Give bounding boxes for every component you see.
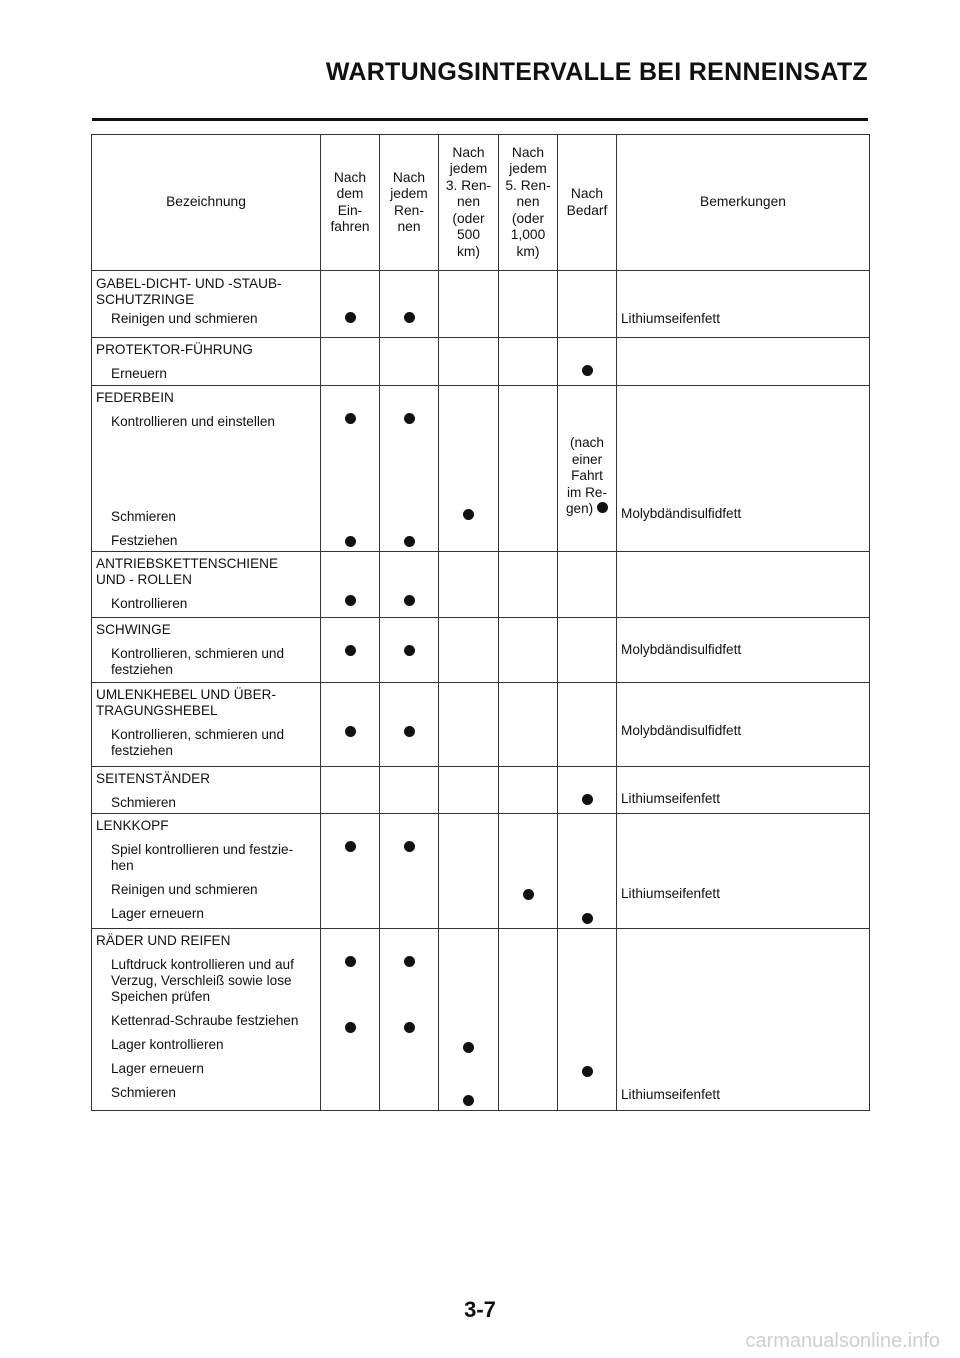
cell-text: festziehen: [111, 743, 173, 758]
cell-text: einer: [571, 451, 603, 467]
table-cell: [617, 552, 870, 618]
table-cell: [92, 552, 321, 618]
table-cell: [380, 618, 439, 683]
table-cell: [321, 683, 380, 767]
cell-text: jedem: [390, 186, 428, 201]
cell-text: Nach: [392, 169, 426, 185]
mark-dot: [597, 502, 608, 513]
table-row: [92, 814, 870, 929]
table-cell: [558, 618, 617, 683]
cell-text: Molybdändisulfidfett: [621, 506, 742, 521]
cell-text: Kontrollieren, schmieren und: [111, 727, 285, 742]
mark-dot: [404, 956, 415, 967]
cell-text: SEITENSTÄNDER: [96, 771, 211, 786]
table-cell: [380, 929, 439, 1111]
header-fuenf-rennen: [499, 135, 558, 271]
mark-dot: [345, 841, 356, 852]
table-cell: [380, 683, 439, 767]
cell-text: gen): [566, 501, 594, 516]
mark-dot: [404, 536, 415, 547]
page-title: WARTUNGSINTERVALLE BEI RENNEINSATZ: [325, 58, 868, 86]
cell-text: nen: [516, 194, 540, 210]
watermark: carmanualsonline.info: [745, 1330, 940, 1352]
cell-text: Nach: [511, 144, 545, 160]
cell-text: Bedarf: [566, 202, 608, 218]
table-cell: [439, 338, 499, 386]
cell-text: Molybdändisulfidfett: [621, 723, 742, 738]
cell-text: Nach: [452, 144, 485, 160]
cell-text: Lithiumseifenfett: [621, 311, 720, 326]
cell-text: Lager erneuern: [111, 906, 204, 921]
cell-text: FEDERBEIN: [96, 390, 174, 405]
table-cell: [558, 814, 617, 929]
table-cell: [439, 814, 499, 929]
mark-dot: [582, 1066, 593, 1077]
table-row: [92, 552, 870, 618]
cell-text: fahren: [330, 219, 370, 234]
cell-text: Schmieren: [111, 509, 176, 524]
cell-text: TRAGUNGSHEBEL: [96, 703, 218, 718]
table-cell: [499, 929, 558, 1111]
table-cell: [321, 929, 380, 1111]
table-cell: [617, 271, 870, 338]
mark-dot: [582, 365, 593, 376]
cell-text: Festziehen: [111, 533, 178, 548]
cell-text: UMLENKHEBEL UND ÜBER-: [96, 687, 277, 702]
table-cell: [321, 618, 380, 683]
table-cell: [499, 814, 558, 929]
cell-text: 5. Ren-: [505, 177, 551, 193]
mark-dot: [345, 956, 356, 967]
cell-text: ANTRIEBSKETTENSCHIENE: [96, 556, 279, 571]
table-cell: [617, 338, 870, 386]
cell-text: Schmieren: [111, 1085, 176, 1100]
mark-dot: [582, 913, 593, 924]
table-cell: [439, 618, 499, 683]
table-cell: [321, 386, 380, 552]
cell-text: Spiel kontrollieren und festzie-: [111, 842, 294, 857]
table-cell: [439, 767, 499, 814]
table-cell: [92, 338, 321, 386]
cell-text: Ein-: [337, 202, 363, 218]
header-bezeichnung: [92, 135, 321, 271]
cell-text: Ren-: [394, 202, 424, 218]
cell-text: Schmieren: [111, 795, 176, 810]
cell-text: GABEL-DICHT- UND -STAUB-: [96, 276, 282, 291]
cell-text: nen: [397, 219, 421, 234]
table-row: [92, 271, 870, 338]
table-cell: [92, 929, 321, 1111]
table-header-row: [92, 135, 870, 271]
table-cell: [92, 814, 321, 929]
table-cell: [617, 767, 870, 814]
cell-text: Bezeichnung: [166, 194, 246, 210]
cell-text: nen: [456, 194, 481, 210]
cell-text: PROTEKTOR-FÜHRUNG: [96, 342, 253, 357]
table-cell: [92, 683, 321, 767]
table-cell: [321, 338, 380, 386]
cell-text: Molybdändisulfidfett: [621, 642, 742, 657]
table-cell: [499, 767, 558, 814]
cell-text: (oder: [452, 210, 485, 226]
mark-dot: [404, 413, 415, 424]
table-cell: [321, 271, 380, 338]
cell-text: im Re-: [566, 484, 608, 500]
mark-dot: [463, 1042, 474, 1053]
table-cell: [380, 814, 439, 929]
table-cell: [617, 618, 870, 683]
table-cell: [380, 386, 439, 552]
table-cell: [439, 552, 499, 618]
table-cell: [617, 683, 870, 767]
cell-text: km): [516, 243, 540, 259]
cell-text: dem: [336, 186, 364, 201]
title-rule: [92, 118, 868, 121]
table-cell: [92, 618, 321, 683]
cell-text: festziehen: [111, 662, 173, 677]
header-bemerkungen: [617, 135, 870, 271]
table-cell: [558, 271, 617, 338]
cell-text: Kontrollieren: [111, 596, 188, 611]
mark-dot: [345, 536, 356, 547]
table-cell: [558, 386, 617, 552]
cell-text: hen: [111, 858, 134, 873]
table-cell: [380, 338, 439, 386]
mark-dot: [404, 595, 415, 606]
table-cell: [558, 552, 617, 618]
table-cell: [499, 552, 558, 618]
cell-text: Lager kontrollieren: [111, 1037, 224, 1052]
table-cell: [321, 552, 380, 618]
cell-text: Bemerkungen: [700, 194, 786, 210]
table-row: [92, 618, 870, 683]
cell-text: Lithiumseifenfett: [621, 1087, 720, 1102]
table-cell: [439, 271, 499, 338]
mark-dot: [582, 794, 593, 805]
cell-text: SCHUTZRINGE: [96, 292, 195, 307]
cell-text: Reinigen und schmieren: [111, 311, 258, 326]
table-cell: [499, 683, 558, 767]
table-cell: [558, 683, 617, 767]
mark-dot: [404, 312, 415, 323]
mark-dot: [404, 1022, 415, 1033]
table-cell: [499, 271, 558, 338]
mark-dot: [404, 726, 415, 737]
cell-text: km): [457, 243, 480, 259]
mark-dot: [463, 1095, 474, 1106]
table-cell: [321, 767, 380, 814]
table-cell: [617, 386, 870, 552]
table-cell: [439, 929, 499, 1111]
mark-dot: [345, 1022, 356, 1033]
mark-dot: [345, 312, 356, 323]
cell-text: UND - ROLLEN: [96, 572, 192, 587]
cell-text: Lager erneuern: [111, 1061, 204, 1076]
table-cell: [499, 618, 558, 683]
cell-text: (oder: [511, 210, 545, 226]
table-cell: [499, 386, 558, 552]
header-jedem-rennen: [380, 135, 439, 271]
mark-dot: [404, 841, 415, 852]
table-row: [92, 386, 870, 552]
cell-text: Erneuern: [111, 366, 167, 381]
header-einfahren: [321, 135, 380, 271]
table-cell: [558, 929, 617, 1111]
table-cell: [92, 767, 321, 814]
table-cell: [380, 552, 439, 618]
table-cell: [380, 271, 439, 338]
cell-text: Reinigen und schmieren: [111, 882, 258, 897]
cell-text: jedem: [449, 161, 488, 177]
row-label: [92, 271, 321, 338]
mark-dot: [463, 509, 474, 520]
cell-text: Verzug, Verschleiß sowie lose: [111, 973, 292, 988]
table-row: [92, 929, 870, 1111]
header-drei-rennen: [439, 135, 499, 271]
cell-text: jedem: [509, 161, 547, 177]
cell-text: Nach: [333, 169, 367, 185]
cell-text: (nach: [569, 435, 604, 450]
cell-text: LENKKOPF: [96, 818, 169, 833]
table-cell: [499, 338, 558, 386]
table-cell: [439, 683, 499, 767]
cell-text: Fahrt: [571, 468, 603, 483]
cell-text: Speichen prüfen: [111, 989, 211, 1004]
cell-text: Kontrollieren, schmieren und: [111, 646, 285, 661]
table-cell: [617, 929, 870, 1111]
table-cell: [617, 814, 870, 929]
table-cell: [321, 814, 380, 929]
table-row: [92, 683, 870, 767]
table-cell: [439, 386, 499, 552]
mark-dot: [345, 726, 356, 737]
maintenance-table: [91, 134, 870, 1111]
mark-dot: [345, 645, 356, 656]
mark-dot: [345, 595, 356, 606]
mark-dot: [345, 413, 356, 424]
table-row: [92, 767, 870, 814]
cell-text: 1,000: [510, 227, 546, 243]
table-cell: [380, 767, 439, 814]
cell-text: 3. Ren-: [445, 177, 492, 193]
cell-text: Luftdruck kontrollieren und auf: [111, 957, 294, 972]
mark-dot: [523, 889, 534, 900]
table-row: [92, 338, 870, 386]
mark-dot: [404, 645, 415, 656]
cell-text: Kettenrad-Schraube festziehen: [111, 1013, 299, 1028]
cell-text: Kontrollieren und einstellen: [111, 414, 275, 429]
table-cell: [92, 386, 321, 552]
cell-text: SCHWINGE: [96, 622, 171, 637]
cell-text: Nach: [570, 186, 604, 201]
cell-text: Lithiumseifenfett: [621, 886, 720, 901]
cell-text: Lithiumseifenfett: [621, 791, 720, 806]
cell-text: RÄDER UND REIFEN: [96, 933, 231, 948]
header-bedarf: [558, 135, 617, 271]
cell-text: 500: [456, 227, 481, 243]
table-cell: [558, 338, 617, 386]
table-cell: [558, 767, 617, 814]
page-number: 3-7: [464, 1297, 496, 1322]
